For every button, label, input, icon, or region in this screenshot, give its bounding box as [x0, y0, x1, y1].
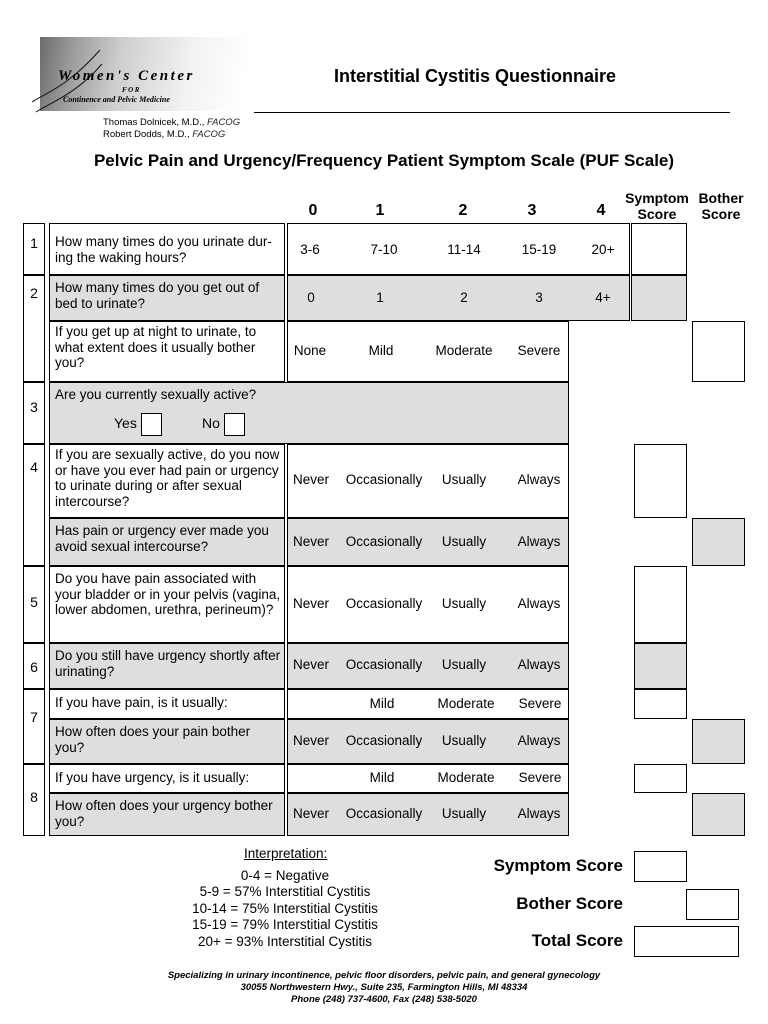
symptom-score-total-box[interactable]	[634, 851, 687, 882]
answer-option[interactable]: Mild	[369, 696, 395, 711]
question-row	[49, 719, 285, 764]
question-number: 7	[30, 709, 38, 725]
question-text: If you are sexually active, do you now or have you ever had pain or urgency to urinate during or after sexual intercourse?	[55, 447, 280, 509]
question-row	[49, 689, 285, 719]
question-text: How many times do you urinate dur-ing the waking hours?	[55, 234, 272, 265]
symptom-score-box[interactable]	[634, 643, 687, 689]
bother-score-label: Bother Score	[516, 894, 623, 913]
question-text: Do you have pain associated with your bladder or in your pelvis (vagina, lower abdomen, urethra, perineum)?	[55, 571, 281, 617]
footer-phone: Phone (248) 737-4600, Fax (248) 538-5020	[291, 994, 477, 1005]
question-text: How often does your pain bother you?	[55, 724, 251, 755]
question-number: 5	[30, 594, 38, 610]
bother-score-box[interactable]	[692, 518, 745, 566]
answer-option[interactable]: 4+	[595, 290, 611, 305]
answer-option[interactable]: None	[293, 343, 327, 358]
symptom-score-box[interactable]	[634, 444, 687, 518]
question-row	[49, 643, 285, 689]
answer-option[interactable]: Occasionally	[345, 733, 423, 748]
question-text: Do you still have urgency shortly after urinating?	[55, 648, 281, 679]
question-row	[49, 566, 285, 643]
yes-option: Yes	[114, 413, 162, 436]
question-text: If you have urgency, is it usually:	[55, 770, 250, 785]
answer-option[interactable]: Never	[292, 806, 330, 821]
footer-specialties: Specializing in urinary incontinence, pelvic floor disorders, pelvic pain, and general gynecology	[167, 970, 601, 981]
divider-line	[23, 274, 45, 276]
answer-option[interactable]: 20+	[591, 242, 615, 257]
bother-score-header: Bother Score	[698, 190, 744, 222]
question-row	[49, 382, 569, 444]
interpretation-line: 15-19 = 79% Interstitial Cystitis	[192, 917, 378, 932]
question-text: Has pain or urgency ever made you avoid sexual intercourse?	[55, 523, 269, 554]
bother-score-box[interactable]	[692, 793, 745, 836]
answer-option[interactable]: Usually	[441, 733, 487, 748]
answer-option[interactable]: 11-14	[447, 242, 481, 257]
question-number: 3	[30, 399, 38, 415]
answer-option[interactable]: Never	[292, 657, 330, 672]
answer-option[interactable]: Always	[517, 472, 561, 487]
answer-option[interactable]: 15-19	[521, 242, 557, 257]
question-number: 4	[30, 459, 38, 475]
symptom-score-box[interactable]	[631, 223, 687, 275]
footer-address: 30055 Northwestern Hwy., Suite 235, Farmington Hills, MI 48334	[240, 982, 528, 993]
yes-checkbox[interactable]	[141, 413, 162, 436]
symptom-score-label: Symptom Score	[493, 856, 623, 875]
answer-option[interactable]: Moderate	[435, 343, 493, 358]
column-header-2: 2	[458, 202, 468, 219]
question-number: 1	[30, 235, 38, 251]
question-text: Are you currently sexually active?	[55, 387, 257, 402]
no-option: No	[202, 413, 245, 436]
question-text: How often does your urgency bother you?	[55, 798, 273, 829]
question-row	[49, 518, 285, 566]
question-number: 2	[30, 285, 38, 301]
answer-option[interactable]: Occasionally	[345, 806, 423, 821]
question-number: 8	[30, 789, 38, 805]
answer-option[interactable]: Usually	[441, 657, 487, 672]
logo-title: Women's Center	[58, 68, 195, 84]
column-header-0: 0	[308, 202, 318, 219]
answer-option[interactable]: Always	[517, 534, 561, 549]
answer-option[interactable]: Always	[517, 733, 561, 748]
answer-option[interactable]: Mild	[368, 343, 394, 358]
answer-option[interactable]: Occasionally	[345, 657, 423, 672]
bother-score-box[interactable]	[692, 321, 745, 382]
answer-option[interactable]: Occasionally	[345, 596, 423, 611]
question-row	[49, 444, 285, 518]
interpretation-line: 5-9 = 57% Interstitial Cystitis	[199, 884, 371, 899]
answer-option[interactable]: 3-6	[300, 242, 320, 257]
page-subtitle: Pelvic Pain and Urgency/Frequency Patient Symptom Scale (PUF Scale)	[93, 151, 675, 170]
question-row	[49, 275, 285, 321]
no-checkbox[interactable]	[224, 413, 245, 436]
answer-option[interactable]: 3	[535, 290, 543, 305]
answer-option[interactable]: Always	[517, 806, 561, 821]
page-title: Interstitial Cystitis Questionnaire	[334, 66, 617, 86]
answer-option[interactable]: Usually	[441, 596, 487, 611]
answer-option[interactable]: Never	[292, 596, 330, 611]
answer-option[interactable]: Never	[292, 472, 330, 487]
doctor-1: Thomas Dolnicek, M.D., FACOG	[103, 117, 241, 128]
answer-option[interactable]: 7-10	[370, 242, 398, 257]
interpretation-title: Interpretation:	[244, 846, 328, 861]
number-group-7	[23, 689, 45, 764]
total-score-label: Total Score	[531, 931, 623, 950]
answer-option[interactable]: Moderate	[437, 770, 495, 785]
answer-option[interactable]: 1	[376, 290, 384, 305]
answer-option[interactable]: 0	[307, 290, 315, 305]
answer-option[interactable]: Moderate	[437, 696, 495, 711]
answer-option[interactable]: Always	[517, 596, 561, 611]
logo-for: FOR	[122, 86, 141, 94]
question-text: If you have pain, is it usually:	[55, 695, 228, 710]
column-header-4: 4	[596, 202, 606, 219]
symptom-score-box[interactable]	[634, 566, 687, 643]
interpretation-line: 0-4 = Negative	[240, 868, 330, 883]
question-row	[49, 793, 285, 836]
question-text: If you get up at night to urinate, to what extent does it usually bother you?	[55, 324, 257, 370]
symptom-score-box[interactable]	[634, 689, 687, 719]
question-row	[49, 321, 285, 382]
answer-option[interactable]: Usually	[441, 806, 487, 821]
question-row	[49, 764, 285, 793]
answer-option[interactable]: 2	[460, 290, 468, 305]
answer-option[interactable]: Severe	[518, 770, 562, 785]
answer-option[interactable]: Usually	[441, 472, 487, 487]
answer-option[interactable]: Occasionally	[345, 472, 423, 487]
answer-options	[287, 275, 630, 321]
symptom-score-box[interactable]	[634, 764, 687, 793]
symptom-score-header: Symptom Score	[625, 190, 689, 222]
question-row	[49, 223, 285, 275]
symptom-score-box[interactable]	[631, 275, 687, 321]
column-header-1: 1	[375, 202, 385, 219]
answer-option[interactable]: Occasionally	[345, 534, 423, 549]
interpretation-line: 20+ = 93% Interstitial Cystitis	[197, 934, 373, 949]
answer-option[interactable]: Severe	[518, 696, 562, 711]
bother-score-total-box[interactable]	[686, 889, 739, 920]
logo-subtitle: Continence and Pelvic Medicine	[63, 95, 170, 104]
answer-option[interactable]: Severe	[517, 343, 561, 358]
header-divider	[254, 112, 730, 113]
answer-option[interactable]: Usually	[441, 534, 487, 549]
answer-option[interactable]: Mild	[369, 770, 395, 785]
total-score-box[interactable]	[634, 926, 739, 957]
answer-option[interactable]: Always	[517, 657, 561, 672]
bother-score-box[interactable]	[692, 719, 745, 764]
interpretation-line: 10-14 = 75% Interstitial Cystitis	[192, 901, 378, 916]
doctor-2: Robert Dodds, M.D., FACOG	[103, 129, 226, 140]
question-number: 6	[30, 659, 38, 675]
answer-option[interactable]: Never	[292, 534, 330, 549]
answer-option[interactable]: Never	[292, 733, 330, 748]
column-header-3: 3	[527, 202, 537, 219]
question-text: How many times do you get out of bed to urinate?	[55, 280, 260, 311]
